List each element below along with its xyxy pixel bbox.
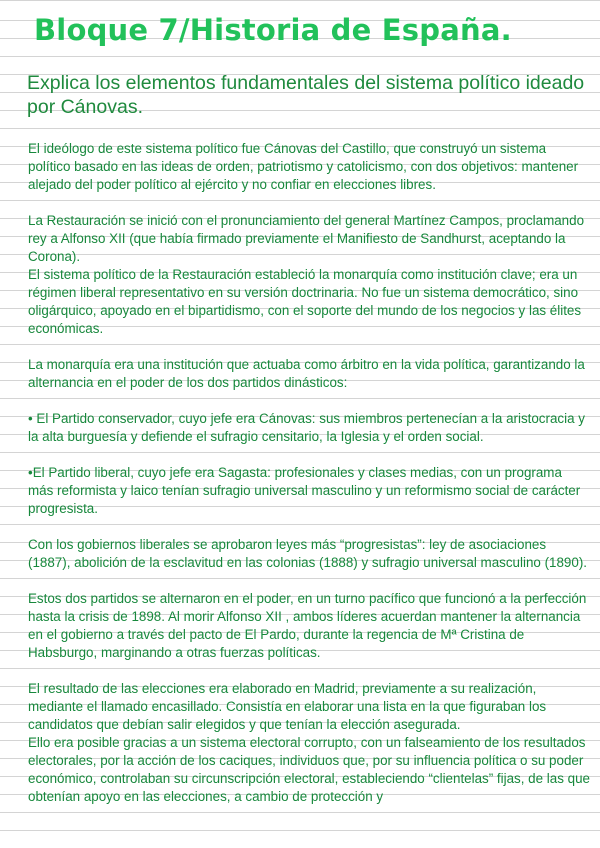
paragraph-ideologo: El ideólogo de este sistema político fue Cánovas del Castillo, que construyó un sistema político basado en las ideas de orden, patriotismo y catolicismo, con dos objetivos: mantener alejado del poder político al ejército y no confiar en elecciones libres. — [28, 141, 579, 192]
page-title: Bloque 7/Historia de España. — [34, 13, 512, 47]
list-item-partido-liberal: •El Partido liberal, cuyo jefe era Sagasta: profesionales y clases medias, con un programa más reformista y laico tenían sufragio universal masculino y un reformismo social de carácter progresista. — [28, 465, 581, 516]
answer-body — [28, 140, 590, 806]
paragraph-monarquia: La monarquía era una institución que actuaba como árbitro en la vida política, garantizando la alternancia en el poder de los dos partidos dinásticos: — [28, 357, 585, 390]
paragraph-leyes-progresistas: Con los gobiernos liberales se aprobaron leyes más “progresistas”: ley de asociaciones (1887), abolición de la esclavitud en las colonias (1888) y sufragio universal masculino (1890). — [28, 537, 587, 570]
paragraph-turno-pacifico: Estos dos partidos se alternaron en el poder, en un turno pacífico que funcionó a la perfección hasta la crisis de 1898. Al morir Alfonso XII , ambos líderes acuerdan mantener la alternancia en el gobierno a través del pacto de El Pardo, durante la regencia de Mª Cristina de Habsburgo, marginando a otras fuerzas políticas. — [28, 591, 587, 660]
question-heading: Explica los elementos fundamentales del sistema político ideado por Cánovas. — [27, 72, 585, 118]
paragraph-caciquismo: Ello era posible gracias a un sistema electoral corrupto, con un falseamiento de los resultados electorales, por la acción de los caciques, individuos que, por su influencia política o su poder económico, controlaban su circunscripción electoral, estableciendo “clientelas” fijas, de las que obtenían apoyo en las elecciones, a cambio de protección y — [28, 735, 590, 804]
list-item-partido-conservador: • El Partido conservador, cuyo jefe era Cánovas: sus miembros pertenecían a la aristocracia y la alta burguesía y defiende el sufragio censitario, la Iglesia y el orden social. — [28, 411, 585, 444]
paragraph-restauracion: La Restauración se inició con el pronunciamiento del general Martínez Campos, proclamando rey a Alfonso XII (que había firmado previamente el Manifiesto de Sandhurst, aceptando la Corona). — [28, 213, 585, 264]
paragraph-encasillado: El resultado de las elecciones era elaborado en Madrid, previamente a su realización, mediante el llamado encasillado. Consistía en elaborar una lista en la que figuraban los candidatos que debían salir elegidos y que tenían la elección asegurada. — [28, 681, 547, 732]
paragraph-sistema-politico: El sistema político de la Restauración estableció la monarquía como institución clave; era un régimen liberal representativo en su versión doctrinaria. No fue un sistema democrático, sino oligárquico, apoyado en el bipartidismo, con el soporte del mundo de los negocios y las élites económicas. — [28, 267, 582, 336]
